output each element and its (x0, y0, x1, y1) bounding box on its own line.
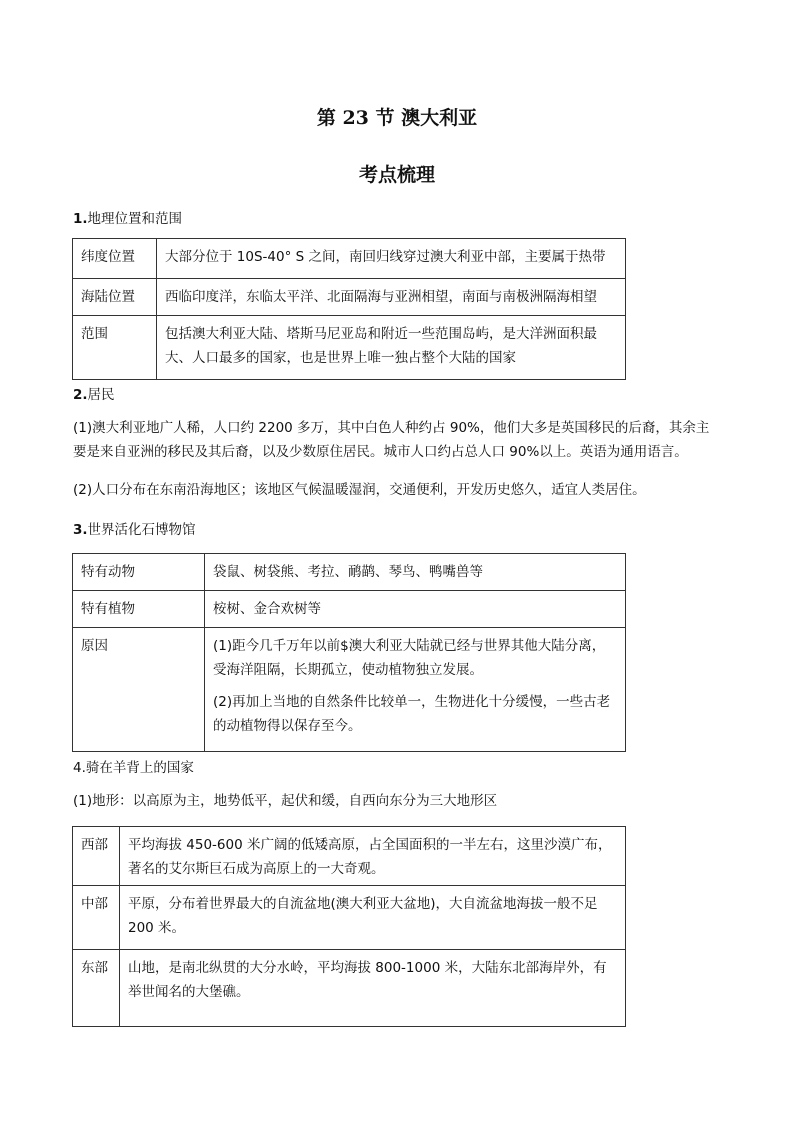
row-label: 纬度位置 (73, 239, 157, 279)
row-text: 平原，分布着世界最大的自流盆地(澳大利亚大盆地)，大自流盆地海拔一般不足 200 米。 (120, 886, 626, 950)
residents-paragraph-1: (1)澳大利亚地广人稀，人口约 2200 多万，其中白色人种约占 90%，他们大多是英国移民的后裔，其余主要是来自亚洲的移民及其后裔，以及少数原住居民。城市人口约占总人口 90%以上。英语为通用语言。 (73, 420, 710, 460)
row-text: 西临印度洋，东临太平洋、北面隔海与亚洲相望，南面与南极洲隔海相望 (157, 279, 626, 316)
page-title: 第 23 节 澳大利亚 (316, 107, 478, 129)
table-row (73, 239, 626, 279)
table-row (73, 827, 626, 886)
section-1-title: 地理位置和范围 (87, 211, 183, 227)
table-row (73, 554, 626, 591)
table-row (73, 950, 626, 1027)
reason-paragraph-2: (2)再加上当地的自然条件比较单一，生物进化十分缓慢，一些古老的动植物得以保存至今。 (213, 694, 611, 734)
section-3-title: 世界活化石博物馆 (87, 522, 196, 538)
terrain-paragraph: (1)地形：以高原为主，地势低平，起伏和缓，自西向东分为三大地形区 (73, 793, 498, 809)
table-row (73, 591, 626, 628)
row-text (205, 628, 626, 752)
row-text: 袋鼠、树袋熊、考拉、鸸鹋、琴鸟、鸭嘴兽等 (205, 554, 626, 591)
section-4-heading: 4.骑在羊背上的国家 (73, 760, 194, 776)
row-label: 西部 (73, 827, 120, 886)
row-text: 山地，是南北纵贯的大分水岭，平均海拔 800-1000 米，大陆东北部海岸外，有举世闻名的大堡礁。 (120, 950, 626, 1027)
row-label: 东部 (73, 950, 120, 1027)
section-2-heading (73, 383, 115, 403)
row-label: 原因 (73, 628, 205, 752)
table-row (73, 886, 626, 950)
residents-paragraph-2: (2)人口分布在东南沿海地区；该地区气候温暖湿润，交通便利，开发历史悠久，适宜人类居住。 (73, 482, 646, 498)
row-text: 平均海拔 450-600 米广阔的低矮高原，占全国面积的一半左右，这里沙漠广布，著名的艾尔斯巨石成为高原上的一大奇观。 (120, 827, 626, 886)
table-row (73, 316, 626, 380)
section-2-title: 居民 (87, 387, 115, 403)
section-3-heading (73, 518, 196, 538)
row-label: 范围 (73, 316, 157, 380)
page-subtitle: 考点梳理 (358, 164, 435, 186)
section-1-number: 1. (73, 211, 88, 227)
row-label: 特有动物 (73, 554, 205, 591)
table-row (73, 628, 626, 752)
section-3-number: 3. (73, 522, 88, 538)
terrain-table (72, 826, 626, 1027)
row-text: 包括澳大利亚大陆、塔斯马尼亚岛和附近一些范围岛屿，是大洋洲面积最大、人口最多的国家，也是世界上唯一独占整个大陆的国家 (157, 316, 626, 380)
row-label: 特有植物 (73, 591, 205, 628)
row-text: 大部分位于 10S-40° S 之间，南回归线穿过澳大利亚中部，主要属于热带 (157, 239, 626, 279)
reason-paragraph-1: (1)距今几千万年以前$澳大利亚大陆就已经与世界其他大陆分离，受海洋阻隔，长期孤立，使动植物独立发展。 (213, 638, 606, 678)
section-1-heading (73, 207, 182, 227)
location-table (72, 238, 626, 380)
row-label: 海陆位置 (73, 279, 157, 316)
row-text: 桉树、金合欢树等 (205, 591, 626, 628)
section-2-number: 2. (73, 387, 88, 403)
row-label: 中部 (73, 886, 120, 950)
table-row (73, 279, 626, 316)
fossil-museum-table (72, 553, 626, 752)
